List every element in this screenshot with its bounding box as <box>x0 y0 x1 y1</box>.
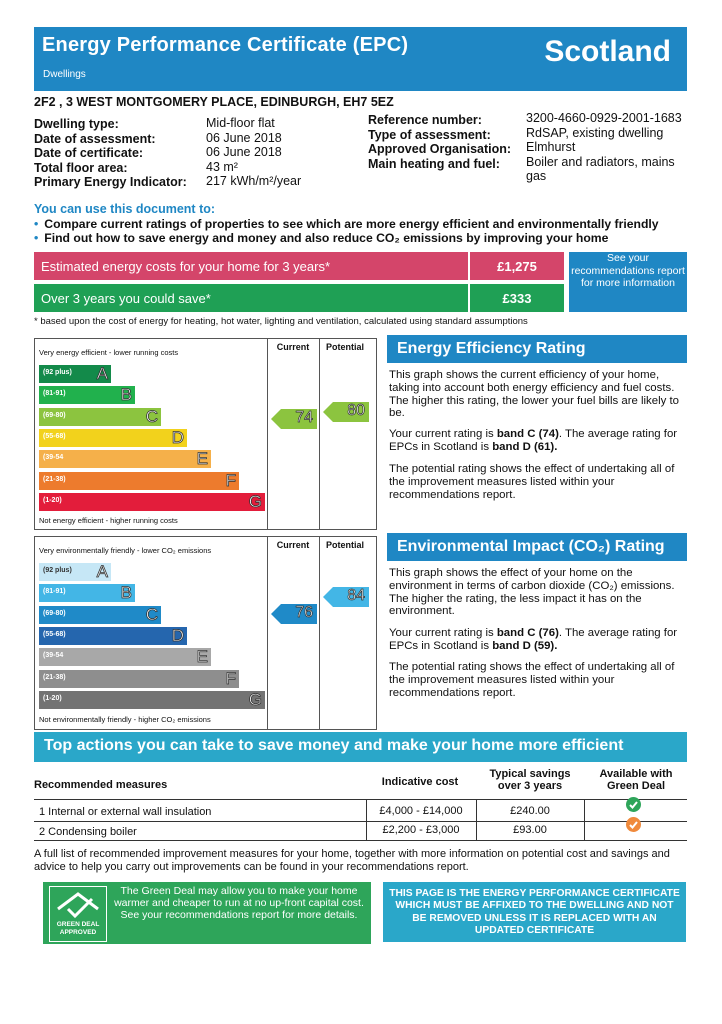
potential-column-header: Potential <box>325 342 364 352</box>
certificate-notice: THIS PAGE IS THE ENERGY PERFORMANCE CERTIFICATE WHICH MUST BE AFFIXED TO THE DWELLING AND NOT BE REMOVED UNLESS IT IS REPLACED WITH AN UPDATED CERTIFICATE <box>383 882 686 942</box>
estimated-costs-value: £1,275 <box>497 259 537 274</box>
band-letter: E <box>196 449 208 469</box>
document-title: Energy Performance Certificate (EPC) <box>42 34 409 56</box>
rating-band-a <box>39 365 111 383</box>
environment-info-rating-paragraph: Your current rating is band C (76). The average rating for EPCs in Scotland is band D (59). <box>389 627 678 652</box>
band-range-label: (39-54 <box>43 652 64 660</box>
savings-column-header: Typical savings over 3 years <box>489 768 571 792</box>
detail-value: 06 June 2018 <box>206 145 282 160</box>
uses-bullet: • Find out how to save energy and money and also reduce CO₂ emissions by improving your home <box>34 231 609 245</box>
green-deal-check-icon <box>626 797 641 812</box>
current-rating-arrow <box>271 604 317 622</box>
uses-heading: You can use this document to: <box>34 202 216 216</box>
band-letter: G <box>248 491 262 511</box>
rating-band-f <box>39 472 239 490</box>
band-letter: B <box>120 583 132 603</box>
efficiency-info-potential-paragraph: The potential rating shows the effect of undertaking all of the improvement measures listed within your recommendations report. <box>389 463 675 501</box>
column-divider <box>267 339 268 529</box>
band-range-label: (69-80) <box>43 609 66 617</box>
detail-label: Date of assessment: <box>34 131 156 146</box>
recommendations-paragraph: A full list of recommended improvement measures for your home, together with more information on potential cost and savings and advice to help you carry out improvements can be found in your recommendations report. <box>34 848 670 873</box>
environment-info-heading: Environmental Impact (CO₂) Rating <box>387 533 687 561</box>
potential-rating-arrow <box>323 587 369 605</box>
band-range-label: (1-20) <box>43 496 62 504</box>
detail-value: Boiler and radiators, mains gas <box>526 154 675 184</box>
environmental-impact-chart <box>34 536 377 730</box>
band-letter: F <box>225 470 236 490</box>
chart-bottom-caption: Not environmentally friendly - higher CO₂ emissions <box>39 715 211 724</box>
potential-rating-arrow <box>323 402 369 420</box>
measure-cost: £2,200 - £3,000 <box>382 824 460 836</box>
green-deal-text: The Green Deal may allow you to make your home warmer and cheaper to run at no up-front capital cost. See your recommendations report for more details. <box>114 885 364 921</box>
potential-column-header: Potential <box>325 540 364 550</box>
detail-label: Type of assessment: <box>368 127 491 142</box>
potential-rating-value: 84 <box>347 587 365 605</box>
estimated-costs-label: Estimated energy costs for your home for 3 years* <box>41 259 331 274</box>
cost-footnote: * based upon the cost of energy for heating, hot water, lighting and ventilation, calculated using standard assumptions <box>34 316 528 327</box>
rating-band-g <box>39 691 265 709</box>
band-range-label: (69-80) <box>43 411 66 419</box>
details-left-values <box>206 116 356 189</box>
environment-info-paragraph: This graph shows the effect of your home on the environment in terms of carbon dioxide (CO₂) emissions. The higher the rating, the less impact it has on the environment. <box>389 567 675 618</box>
rating-band-c <box>39 408 161 426</box>
current-column-header: Current <box>276 540 310 550</box>
band-letter: B <box>120 385 132 405</box>
details-right-labels <box>368 113 528 171</box>
detail-label: Primary Energy Indicator: <box>34 175 187 190</box>
measure-savings: £93.00 <box>513 824 547 836</box>
details-right-values <box>526 111 696 184</box>
current-column-header: Current <box>276 342 310 352</box>
chart-top-caption: Very energy efficient - lower running costs <box>39 348 179 357</box>
rating-band-d <box>39 627 187 645</box>
house-check-icon <box>50 889 106 923</box>
rating-band-e <box>39 450 211 468</box>
rating-band-b <box>39 386 135 404</box>
cost-column-header: Indicative cost <box>381 776 459 788</box>
table-rule <box>34 840 687 841</box>
detail-value: 06 June 2018 <box>206 130 282 145</box>
band-letter: A <box>96 364 108 383</box>
band-range-label: (81-91) <box>43 588 66 596</box>
measure-savings: £240.00 <box>510 805 550 817</box>
rating-band-g <box>39 493 265 511</box>
measure-cost: £4,000 - £14,000 <box>379 805 463 817</box>
detail-label: Total floor area: <box>34 160 128 175</box>
detail-label: Main heating and fuel: <box>368 156 500 171</box>
chart-bottom-caption: Not energy efficient - higher running costs <box>39 516 178 525</box>
band-range-label: (21-38) <box>43 673 66 681</box>
band-letter: C <box>145 406 158 426</box>
band-letter: D <box>171 625 184 645</box>
detail-label: Dwelling type: <box>34 117 119 131</box>
chart-top-caption: Very environmentally friendly - lower CO₂ emissions <box>39 546 212 555</box>
top-actions-heading: Top actions you can take to save money and make your home more efficient <box>34 732 687 762</box>
efficiency-info-rating-paragraph: Your current rating is band C (74). The average rating for EPCs in Scotland is band D (61). <box>389 428 678 453</box>
detail-label: Date of certificate: <box>34 146 144 161</box>
efficiency-info-paragraph: This graph shows the current efficiency of your home, taking into account both energy efficiency and fuel costs. The higher this rating, the lower your fuel bills are likely to be. <box>389 369 679 420</box>
potential-savings-label: Over 3 years you could save* <box>41 291 211 306</box>
measure-name: 2 Condensing boiler <box>39 826 137 838</box>
detail-value: 3200-4660-0929-2001-1683 <box>526 111 682 125</box>
band-range-label: (39-54 <box>43 454 64 462</box>
detail-value: Elmhurst <box>526 140 576 155</box>
rating-band-e <box>39 648 211 666</box>
detail-label: Approved Organisation: <box>368 142 512 157</box>
potential-rating-value: 80 <box>347 401 365 419</box>
detail-value: 217 kWh/m²/year <box>206 174 302 189</box>
measures-column-header: Recommended measures <box>34 779 168 791</box>
band-range-label: (81-91) <box>43 390 66 398</box>
column-divider <box>267 537 268 729</box>
bullet-icon: • <box>34 217 39 231</box>
estimated-costs-row <box>34 252 564 280</box>
rating-band-b <box>39 584 135 602</box>
green-deal-check-icon <box>626 817 641 832</box>
table-row <box>34 822 687 840</box>
efficiency-info-heading: Energy Efficiency Rating <box>387 335 687 363</box>
column-divider <box>319 339 320 529</box>
band-letter: A <box>96 562 108 581</box>
green-deal-logo <box>49 886 107 942</box>
recommendations-note: See your recommendations report for more information <box>569 252 687 312</box>
band-range-label: (21-38) <box>43 475 66 483</box>
rating-band-d <box>39 429 187 447</box>
property-address: 2F2 , 3 WEST MONTGOMERY PLACE, EDINBURGH, EH7 5EZ <box>34 95 394 109</box>
table-row <box>34 802 687 820</box>
document-subtitle: Dwellings <box>43 69 86 80</box>
band-range-label: (55-68) <box>43 432 66 440</box>
details-left-labels <box>34 117 224 190</box>
band-range-label: (1-20) <box>43 694 62 702</box>
detail-value: 43 m² <box>206 159 238 174</box>
region-label: Scotland <box>544 35 671 68</box>
potential-savings-value: £333 <box>502 291 532 306</box>
band-letter: F <box>225 668 236 688</box>
rating-band-a <box>39 563 111 581</box>
logo-text: APPROVED <box>59 929 97 936</box>
measure-name: 1 Internal or external wall insulation <box>39 806 212 818</box>
column-divider <box>319 537 320 729</box>
uses-bullet: • Compare current ratings of properties to see which are more energy efficient and environmentally friendly <box>34 217 659 231</box>
epc-header <box>34 27 687 91</box>
current-rating-arrow <box>271 409 317 427</box>
green-deal-column-header: Available with Green Deal <box>599 768 673 792</box>
detail-label: Reference number: <box>368 113 482 127</box>
bullet-icon: • <box>34 231 39 245</box>
environment-info-potential-paragraph: The potential rating shows the effect of undertaking all of the improvement measures listed within your recommendations report. <box>389 661 675 699</box>
band-range-label: (92 plus) <box>43 567 72 574</box>
table-rule <box>34 799 687 800</box>
band-letter: D <box>171 427 184 447</box>
band-letter: C <box>145 604 158 624</box>
band-range-label: (55-68) <box>43 630 66 638</box>
rating-band-f <box>39 670 239 688</box>
band-letter: E <box>196 647 208 667</box>
rating-band-c <box>39 606 161 624</box>
green-deal-box <box>43 882 371 944</box>
band-range-label: (92 plus) <box>43 369 72 376</box>
logo-text: GREEN DEAL <box>56 921 100 928</box>
energy-efficiency-chart <box>34 338 377 530</box>
current-rating-value: 74 <box>295 408 313 426</box>
current-rating-value: 76 <box>295 604 313 622</box>
band-letter: G <box>248 689 262 709</box>
detail-value: Mid-floor flat <box>206 116 275 130</box>
detail-value: RdSAP, existing dwelling <box>526 125 664 140</box>
potential-savings-row <box>34 284 564 312</box>
